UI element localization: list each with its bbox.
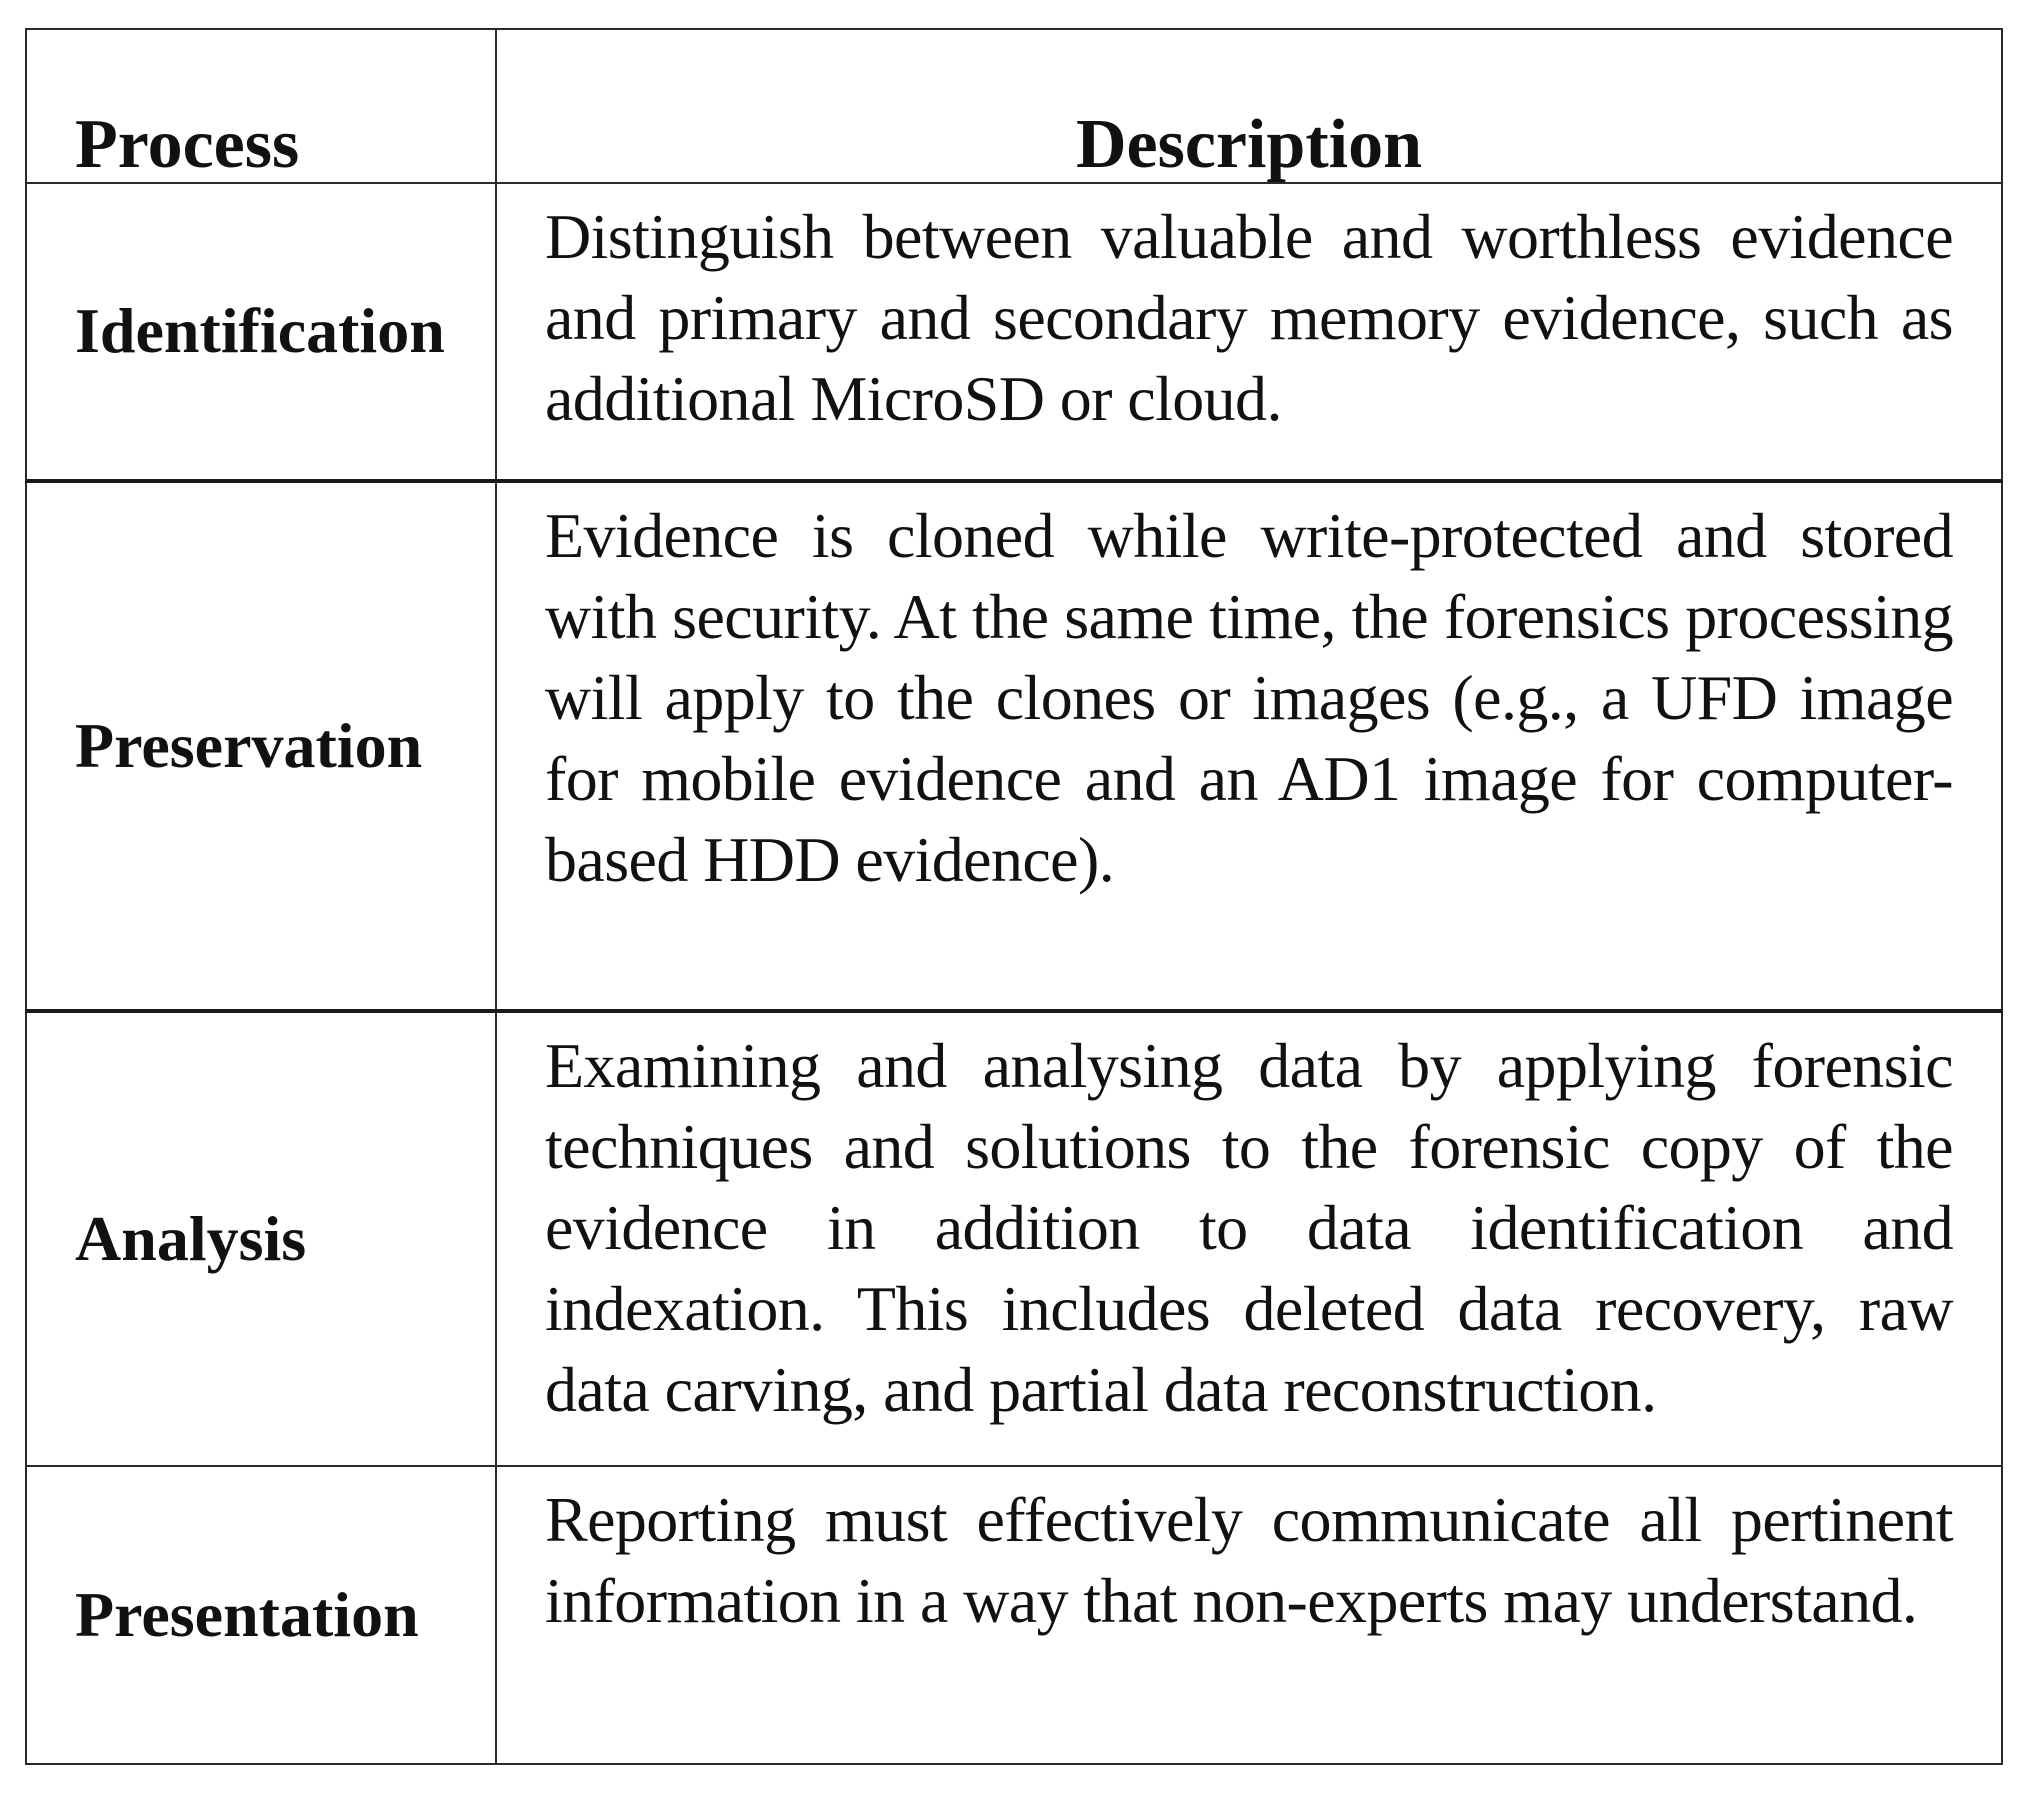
process-cell-analysis: Analysis bbox=[26, 1011, 496, 1466]
description-cell bbox=[496, 1011, 2002, 1466]
table-row bbox=[26, 1466, 2002, 1764]
process-description-table bbox=[25, 28, 2003, 1765]
header-process: Process bbox=[26, 29, 496, 183]
description-text-analysis: Examining and analysing data by applying forensic techniques and solutions to the forensic copy of the evidence in addition to data identification and indexation. This includes deleted data recovery, raw data carving, and partial data reconstruction. bbox=[545, 1030, 1953, 1425]
table-row bbox=[26, 183, 2002, 481]
process-cell-preservation: Preservation bbox=[26, 481, 496, 1011]
table-row bbox=[26, 481, 2002, 1011]
description-cell bbox=[496, 183, 2002, 481]
description-cell bbox=[496, 1466, 2002, 1764]
description-text-preservation: Evidence is cloned while write-protected and stored with security. At the same time, the forensics processing will apply to the clones or images (e.g., a UFD image for mobile evidence and an AD1 image for computer-based HDD evidence). bbox=[545, 500, 1953, 895]
table-row bbox=[26, 1011, 2002, 1466]
description-text-identification: Distinguish between valuable and worthless evidence and primary and secondary memory evidence, such as additional MicroSD or cloud. bbox=[545, 201, 1953, 434]
description-cell bbox=[496, 481, 2002, 1011]
process-cell-identification: Identification bbox=[26, 183, 496, 481]
description-text-presentation: Reporting must effectively communicate all pertinent information in a way that non-experts may understand. bbox=[545, 1484, 1953, 1636]
process-cell-presentation: Presentation bbox=[26, 1466, 496, 1764]
header-description: Description bbox=[496, 29, 2002, 183]
table-header-row bbox=[26, 29, 2002, 183]
